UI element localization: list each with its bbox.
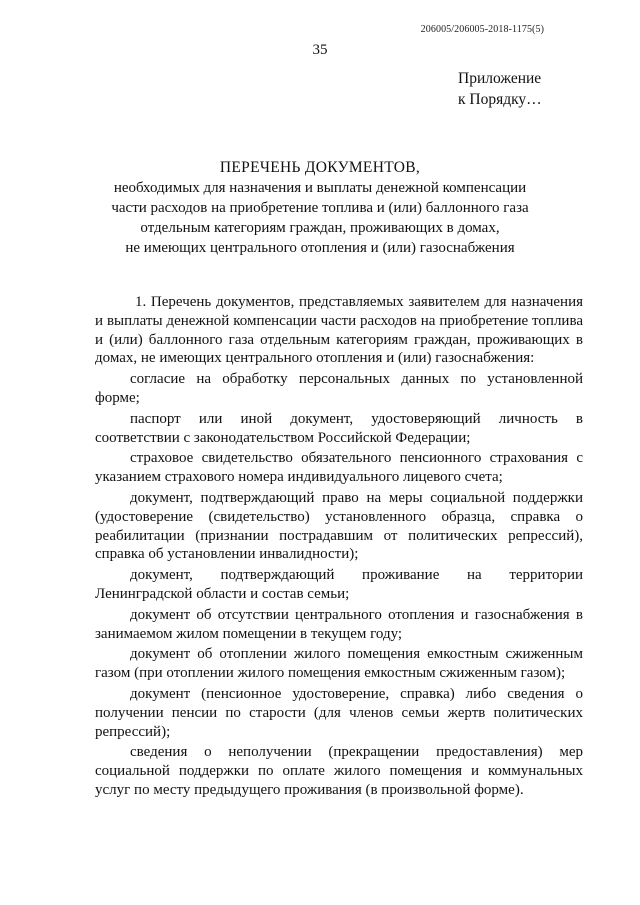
list-item: страховое свидетельство обязательного пенсионного страхования с указанием страхового номера индивидуального лицевого счета; xyxy=(95,450,583,486)
appendix-label: Приложение xyxy=(458,70,542,87)
heading-line: части расходов на приобретение топлива и (или) баллонного газа xyxy=(111,200,529,216)
heading-line: необходимых для назначения и выплаты денежной компенсации xyxy=(113,180,527,196)
list-item: документ об отоплении жилого помещения емкостным сжиженным газом (при отоплении жилого помещения емкостным сжиженным газом); xyxy=(95,646,583,682)
list-item: документ, подтверждающий проживание на территории Ленинградской области и состав семьи; xyxy=(95,567,583,602)
intro-paragraph: 1. Перечень документов, представляемых заявителем для назначения и выплаты денежной компенсации части расходов на приобретение топлива и (или) баллонного газа отдельным категориям граждан, проживающих в домах, не имеющих центрального отопления и (или) газоснабжения: xyxy=(95,294,583,367)
document-heading xyxy=(95,158,545,258)
list-item: документ об отсутствии центрального отопления и газоснабжения в занимаемом жилом помещении в текущем году; xyxy=(95,606,583,642)
heading-line: не имеющих центрального отопления и (или) газоснабжения xyxy=(125,240,515,256)
document-registration-number: 206005/206005-2018-1175(5) xyxy=(420,24,544,35)
appendix-target: к Порядку… xyxy=(458,91,542,108)
list-item: паспорт или иной документ, удостоверяющий личность в соответствии с законодательством Российской Федерации; xyxy=(95,410,583,446)
list-item: согласие на обработку персональных данных по установленной форме; xyxy=(95,371,583,406)
heading-line: отдельным категориям граждан, проживающих в домах, xyxy=(140,220,500,236)
list-item: документ (пенсионное удостоверение, справка) либо сведения о получении пенсии по старости (для членов семьи жертв политических репрессий); xyxy=(95,685,583,740)
page-number: 35 xyxy=(312,42,328,58)
document-body xyxy=(95,293,583,802)
appendix-reference xyxy=(458,68,542,110)
heading-title: ПЕРЕЧЕНЬ ДОКУМЕНТОВ, xyxy=(219,159,421,176)
list-item: сведения о неполучении (прекращении предоставления) мер социальной поддержки по оплате жилого помещения и коммунальных услуг по месту предыдущего проживания (в произвольной форме). xyxy=(95,744,583,798)
list-item: документ, подтверждающий право на меры социальной поддержки (удостоверение (свидетельство) установленного образца, справка о реабилитации (признании пострадавшим от политических репрессий), справка об установлении инвалидности); xyxy=(95,489,583,563)
